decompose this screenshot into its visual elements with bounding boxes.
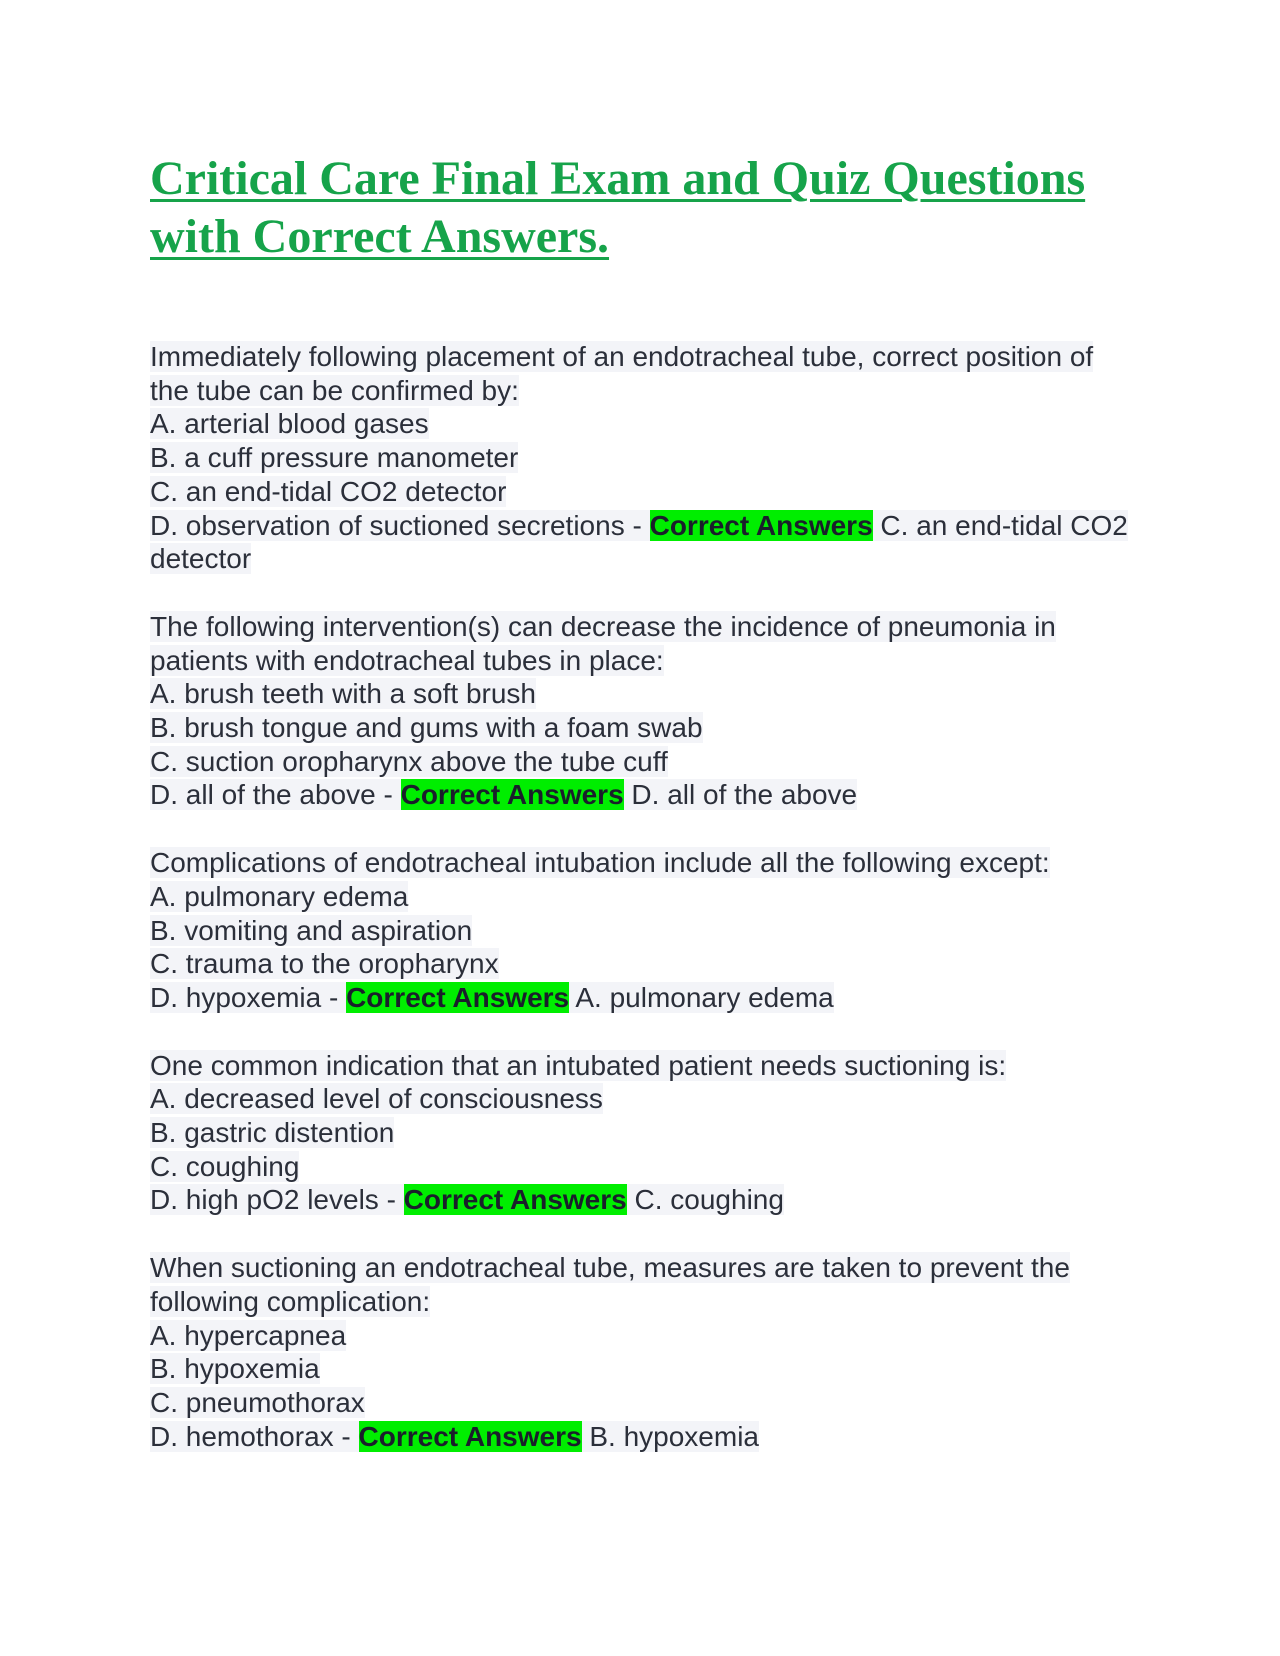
question-stem: One common indication that an intubated patient needs suctioning is: — [150, 1049, 1007, 1081]
answer-text: A. pulmonary edema — [575, 981, 834, 1013]
question-stem: When suctioning an endotracheal tube, measures are taken to prevent the following complication: — [150, 1252, 1070, 1317]
answer-text: D. all of the above — [631, 779, 858, 811]
question-block-1 — [150, 340, 1130, 576]
option-a: A. hypercapnea — [150, 1319, 347, 1351]
option-a: A. brush teeth with a soft brush — [150, 678, 536, 710]
option-b: B. brush tongue and gums with a foam swab — [150, 712, 703, 744]
question-stem: The following intervention(s) can decrease the incidence of pneumonia in patients with endotracheal tubes in place: — [150, 610, 1056, 676]
option-d: D. high pO2 levels - — [150, 1184, 396, 1216]
option-b: B. hypoxemia — [150, 1353, 320, 1385]
option-d: D. hemothorax - — [150, 1420, 351, 1452]
answer-text: C. coughing — [634, 1184, 784, 1216]
answer-text: B. hypoxemia — [589, 1420, 759, 1452]
question-block-3 — [150, 846, 1130, 1015]
option-a: A. pulmonary edema — [150, 880, 409, 912]
question-block-2 — [150, 610, 1130, 812]
correct-answers-label: Correct Answers — [400, 779, 624, 811]
correct-answers-label: Correct Answers — [649, 509, 873, 541]
option-c: C. trauma to the oropharynx — [150, 948, 499, 980]
question-block-4 — [150, 1049, 1130, 1218]
option-a: A. arterial blood gases — [150, 408, 429, 440]
option-b: B. a cuff pressure manometer — [150, 442, 519, 474]
option-d: D. observation of suctioned secretions - — [150, 509, 642, 541]
correct-answers-label: Correct Answers — [358, 1420, 582, 1452]
option-c: C. pneumothorax — [150, 1386, 365, 1418]
option-a: A. decreased level of consciousness — [150, 1083, 603, 1115]
question-stem: Immediately following placement of an endotracheal tube, correct position of the tube can be confirmed by: — [150, 341, 1094, 406]
option-b: B. vomiting and aspiration — [150, 914, 473, 946]
option-c: C. coughing — [150, 1150, 300, 1182]
option-c: C. an end-tidal CO2 detector — [150, 475, 507, 507]
option-b: B. gastric distention — [150, 1117, 395, 1149]
answer-text: C. an end-tidal CO2 detector — [150, 509, 1128, 575]
option-d: D. all of the above - — [150, 779, 393, 811]
correct-answers-label: Correct Answers — [346, 981, 570, 1013]
correct-answers-label: Correct Answers — [403, 1184, 627, 1216]
option-d: D. hypoxemia - — [150, 981, 339, 1013]
question-stem: Complications of endotracheal intubation include all the following except: — [150, 847, 1050, 879]
question-list — [150, 340, 1130, 1453]
question-block-5 — [150, 1251, 1130, 1453]
document-title: Critical Care Final Exam and Quiz Questions with Correct Answers. — [150, 152, 1086, 263]
document-page — [150, 150, 1130, 1487]
option-c: C. suction oropharynx above the tube cuff — [150, 745, 668, 777]
